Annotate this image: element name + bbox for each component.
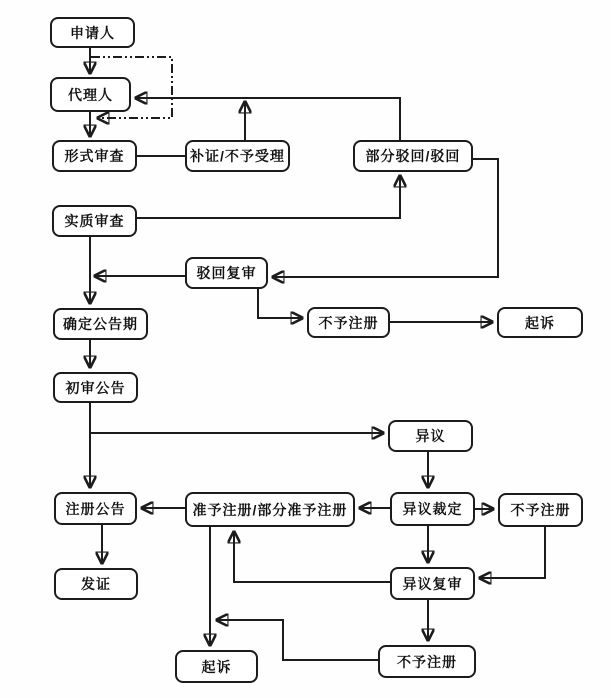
edge-opposition-review-to-approve-registration: [234, 532, 390, 582]
node-supplement: 补证/不予受理: [185, 140, 290, 172]
node-formal-exam: 形式审查: [52, 140, 137, 172]
node-preliminary-announcement: 初审公告: [53, 372, 138, 403]
node-sue-1: 起诉: [497, 307, 583, 338]
node-sue-2: 起诉: [175, 650, 258, 683]
edge-substantive-to-partial-rejection: [137, 176, 400, 218]
node-announcement-period: 确定公告期: [53, 308, 148, 340]
node-opposition-adjudication: 异议裁定: [390, 492, 475, 526]
edge-rejection-review-to-no-registration-1: [258, 289, 302, 318]
edge-partial-rejection-to-agent: [136, 98, 400, 140]
node-no-registration-2: 不予注册: [498, 493, 583, 527]
node-no-registration-3: 不予注册: [378, 645, 476, 678]
node-agent: 代理人: [50, 77, 131, 112]
node-no-registration-1: 不予注册: [307, 307, 390, 338]
node-rejection-review: 驳回复审: [185, 257, 268, 289]
node-certificate: 发证: [54, 568, 138, 600]
node-registration-announcement: 注册公告: [54, 492, 137, 525]
node-opposition-review: 异议复审: [390, 567, 475, 600]
node-applicant: 申请人: [50, 17, 135, 48]
node-approve-registration: 准予注册/部分准予注册: [185, 492, 355, 527]
node-substantive-exam: 实质审查: [52, 205, 137, 237]
node-partial-rejection: 部分驳回/驳回: [353, 140, 473, 172]
edge-no-registration-2-to-opposition-review: [480, 527, 545, 578]
node-opposition: 异议: [388, 420, 473, 452]
